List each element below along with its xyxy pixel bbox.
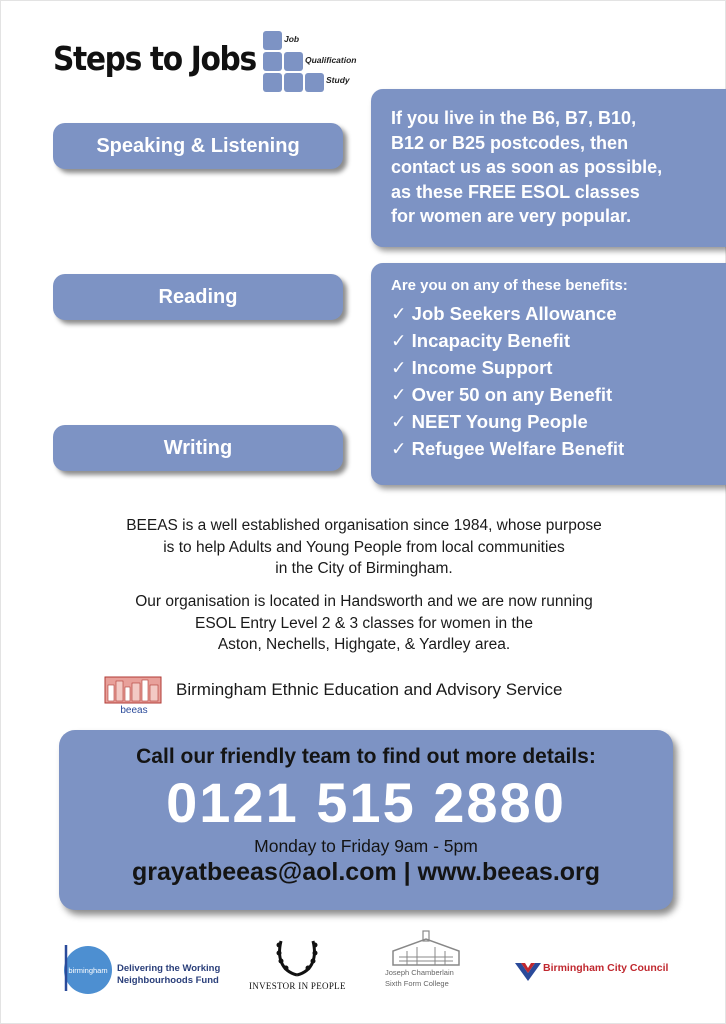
phone-number[interactable]: 0121 515 2880	[166, 771, 566, 834]
birmingham-word: birmingham	[68, 966, 108, 975]
check-icon: ✓	[391, 438, 407, 459]
beeas-logo-icon	[104, 675, 164, 715]
benefit-label: Refugee Welfare Benefit	[411, 438, 625, 459]
logo-square	[263, 73, 282, 92]
opening-hours: Monday to Friday 9am - 5pm	[254, 836, 478, 856]
beeas-logo-text: beeas	[120, 705, 148, 715]
benefit-label: Income Support	[411, 357, 553, 378]
contact-box	[59, 730, 673, 910]
text-line: Delivering the Working	[117, 963, 221, 974]
benefits-list	[391, 300, 717, 462]
skill-writing: Writing	[53, 425, 343, 471]
neighbourhoods-fund-text	[117, 963, 220, 987]
check-icon: ✓	[391, 411, 407, 432]
council-name: Birmingham City Council	[543, 962, 669, 974]
check-icon: ✓	[391, 303, 407, 324]
logo-label-qualification: Qualification	[305, 55, 357, 65]
logo-square	[284, 73, 303, 92]
text-line: Joseph Chamberlain	[385, 968, 454, 977]
council-chevron-icon	[513, 959, 543, 985]
list-item	[391, 354, 717, 381]
skill-reading: Reading	[53, 274, 343, 320]
text-line: is to help Adults and Young People from local communities	[163, 538, 565, 556]
logo-label-job: Job	[284, 34, 300, 44]
investor-in-people-text: INVESTOR IN PEOPLE	[249, 981, 346, 991]
benefit-label: NEET Young People	[411, 411, 588, 432]
about-paragraph-1	[1, 515, 726, 580]
postcode-line: contact us as soon as possible,	[391, 157, 663, 177]
logo-square	[284, 52, 303, 71]
list-item	[391, 300, 717, 327]
text-line: Neighbourhoods Fund	[117, 975, 219, 986]
benefit-label: Job Seekers Allowance	[411, 303, 617, 324]
benefits-heading: Are you on any of these benefits:	[391, 277, 628, 294]
check-icon: ✓	[391, 357, 407, 378]
list-item	[391, 408, 717, 435]
text-line: Aston, Nechells, Highgate, & Yardley area.	[217, 636, 511, 653]
postcode-line: If you live in the B6, B7, B10,	[391, 108, 637, 128]
postcode-line: as these FREE ESOL classes	[391, 181, 640, 202]
benefit-label: Over 50 on any Benefit	[411, 384, 613, 405]
logo-square	[263, 31, 282, 50]
steps-logo	[263, 31, 373, 91]
list-item	[391, 435, 717, 462]
logo-label-study: Study	[326, 75, 350, 85]
text-line: ESOL Entry Level 2 & 3 classes for women in the	[194, 614, 533, 632]
benefit-label: Incapacity Benefit	[411, 330, 570, 351]
benefits-panel	[371, 263, 726, 485]
skill-speaking-listening: Speaking & Listening	[53, 123, 343, 169]
postcode-line: for women are very popular.	[391, 206, 632, 226]
investor-in-people-laurel-icon	[273, 931, 321, 979]
page-title: Steps to Jobs	[53, 39, 256, 78]
postcode-panel	[371, 89, 726, 247]
text-line: Sixth Form College	[385, 979, 449, 988]
text-line: in the City of Birmingham.	[275, 560, 453, 577]
college-text	[385, 967, 454, 989]
check-icon: ✓	[391, 384, 407, 405]
list-item	[391, 327, 717, 354]
logo-square	[305, 73, 324, 92]
check-icon: ✓	[391, 330, 407, 351]
about-paragraph-2	[1, 591, 726, 656]
logo-square	[263, 52, 282, 71]
list-item	[391, 381, 717, 408]
college-building-icon	[387, 929, 465, 967]
text-line: Our organisation is located in Handsworth and we are now running	[135, 593, 593, 610]
neighbourhoods-fund-logo-icon	[61, 941, 117, 997]
postcode-line: B12 or B25 postcodes, then	[391, 132, 629, 153]
org-name: Birmingham Ethnic Education and Advisory Service	[176, 680, 563, 699]
text-line: BEEAS is a well established organisation since 1984, whose purpose	[126, 517, 602, 534]
call-line: Call our friendly team to find out more details:	[136, 745, 596, 768]
email-website[interactable]: grayatbeeas@aol.com | www.beeas.org	[131, 858, 601, 886]
